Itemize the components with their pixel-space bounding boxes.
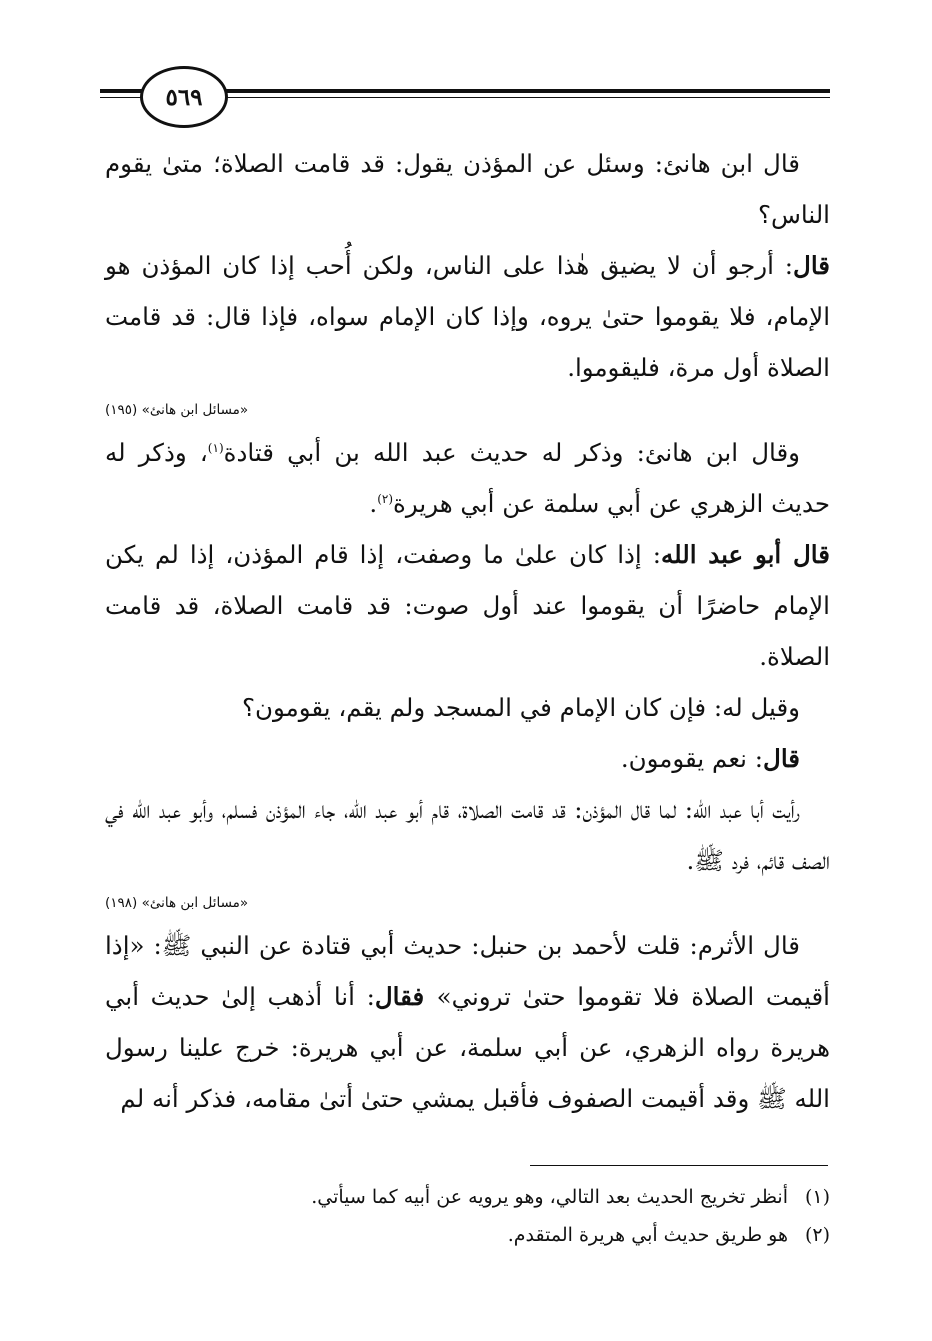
page-number: ٥٦٩ xyxy=(165,83,203,111)
paragraph xyxy=(105,682,830,733)
paragraph-text: قال الأثرم: قلت لأحمد بن حنبل: حديث أبي قتادة عن النبي ﷺ: «إذا أقيمت الصلاة فلا تقوموا حتىٰ تروني» xyxy=(105,931,830,1011)
speaker-label: قال xyxy=(763,744,800,773)
paragraph-text: : أرجو أن لا يضيق هٰذا على الناس، ولكن أُحب إذا كان المؤذن هو الإمام، فلا يقوموا حتىٰ يروه، وإذا كان الإمام سواه، فإذا قال: قد قامت الصلاة أول مرة، فليقوموا. xyxy=(105,251,830,382)
footnote xyxy=(105,1216,830,1254)
speaker-label: قال أبو عبد الله xyxy=(661,540,830,569)
paragraph xyxy=(105,733,830,784)
paragraph xyxy=(105,240,830,393)
source-citation: «مسائل ابن هانئ» (١٩٨) xyxy=(105,895,249,911)
footnote-number: (١) xyxy=(804,1186,830,1208)
paragraph xyxy=(105,427,830,529)
footnote-separator xyxy=(530,1165,828,1166)
paragraph xyxy=(105,138,830,240)
paragraph-text: رأيت أبا عبد الله: لما قال المؤذن: قد قامت الصلاة، قام أبو عبد الله، جاء المؤذن فسلم، وأبو عبد الله في الصف قائم، فرد ﷺ. xyxy=(105,795,830,875)
footnote-text: هو طريق حديث أبي هريرة المتقدم. xyxy=(507,1224,788,1246)
footnotes xyxy=(105,1178,830,1254)
paragraph-text: : إذا كان علىٰ ما وصفت، إذا قام المؤذن، إذا لم يكن الإمام حاضرًا أن يقوموا عند أول صوت: قد قامت الصلاة، قد قامت الصلاة. xyxy=(105,540,830,671)
paragraph-text-cont: ، وذكر له حديث الزهري عن أبي سلمة عن أبي هريرة xyxy=(105,438,830,518)
footnote-number: (٢) xyxy=(804,1224,830,1246)
speaker-label: قال xyxy=(793,251,830,280)
paragraph xyxy=(105,920,830,1124)
source-citation: «مسائل ابن هانئ» (١٩٥) xyxy=(105,402,249,418)
paragraph-text: وقيل له: فإن كان الإمام في المسجد ولم يقم، يقومون؟ xyxy=(241,693,800,722)
paragraph xyxy=(105,784,830,886)
footnote xyxy=(105,1178,830,1216)
page-header xyxy=(100,60,830,130)
paragraph xyxy=(105,529,830,682)
footnote-text: أنظر تخريج الحديث بعد التالي، وهو يرويه عن أبيه كما سيأتي. xyxy=(311,1186,788,1208)
speaker-label: فقال xyxy=(374,982,437,1011)
paragraph-text: قال ابن هانئ: وسئل عن المؤذن يقول: قد قامت الصلاة؛ متىٰ يقوم الناس؟ xyxy=(105,149,830,229)
footnote-ref: (١) xyxy=(207,440,224,455)
paragraph-text: : نعم يقومون. xyxy=(620,744,764,773)
page-body xyxy=(105,138,830,1124)
paragraph-text: وقال ابن هانئ: وذكر له حديث عبد الله بن أبي قتادة xyxy=(223,438,800,467)
footnote-ref: (٢) xyxy=(377,491,394,506)
page-number-badge xyxy=(140,66,228,128)
paragraph-text-end: . xyxy=(369,489,378,518)
paragraph-text-cont: : أنا أذهب إلىٰ حديث أبي هريرة رواه الزهري، عن أبي سلمة، عن أبي هريرة: خرج علينا رسول الله ﷺ وقد أقيمت الصفوف فأقبل يمشي حتىٰ أتىٰ مقامه، فذكر أنه لم xyxy=(105,982,830,1113)
